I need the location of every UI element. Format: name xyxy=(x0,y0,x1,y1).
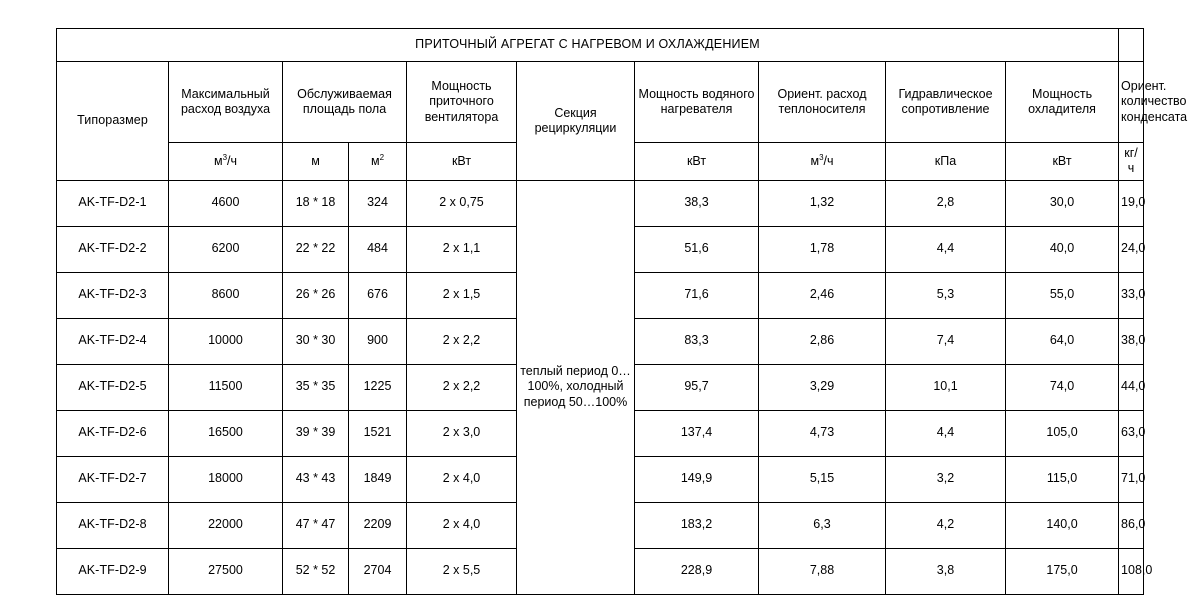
cell-model: AK-TF-D2-9 xyxy=(57,548,169,594)
cell-fan-power: 2 x 4,0 xyxy=(407,502,517,548)
spec-table xyxy=(56,28,1188,595)
unit-cooler-power: кВт xyxy=(1006,143,1119,181)
cell-airflow: 8600 xyxy=(169,272,283,318)
cell-floor-dims: 30 * 30 xyxy=(283,318,349,364)
cell-condensate: 71,0 xyxy=(1119,456,1144,502)
header-cooler-power: Мощность охладителя xyxy=(1006,62,1119,143)
cell-coolant-flow: 5,15 xyxy=(759,456,886,502)
unit-condensate: кг/ч xyxy=(1119,143,1144,181)
cell-model: AK-TF-D2-2 xyxy=(57,226,169,272)
cell-floor-dims: 39 * 39 xyxy=(283,410,349,456)
unit-area-exponent: 2 xyxy=(379,152,385,162)
cell-airflow: 22000 xyxy=(169,502,283,548)
cell-heater-power: 149,9 xyxy=(635,456,759,502)
header-model: Типоразмер xyxy=(57,62,169,181)
cell-coolant-flow: 2,46 xyxy=(759,272,886,318)
cell-cooler-power: 175,0 xyxy=(1006,548,1119,594)
cell-model: AK-TF-D2-8 xyxy=(57,502,169,548)
cell-fan-power: 2 x 1,1 xyxy=(407,226,517,272)
cell-heater-power: 51,6 xyxy=(635,226,759,272)
cell-condensate: 19,0 xyxy=(1119,180,1144,226)
cell-cooler-power: 55,0 xyxy=(1006,272,1119,318)
cell-fan-power: 2 x 2,2 xyxy=(407,364,517,410)
cell-hydraulic: 4,4 xyxy=(886,410,1006,456)
cell-floor-dims: 22 * 22 xyxy=(283,226,349,272)
unit-floor-area xyxy=(349,143,407,181)
unit-fan-power: кВт xyxy=(407,143,517,181)
cell-condensate: 38,0 xyxy=(1119,318,1144,364)
header-recirculation: Секция рециркуляции xyxy=(517,62,635,181)
cell-floor-dims: 52 * 52 xyxy=(283,548,349,594)
cell-floor-area: 2209 xyxy=(349,502,407,548)
cell-model: AK-TF-D2-3 xyxy=(57,272,169,318)
unit-airflow: $м^3/ч$ xyxy=(169,143,283,181)
cell-cooler-power: 140,0 xyxy=(1006,502,1119,548)
cell-hydraulic: 5,3 xyxy=(886,272,1006,318)
cell-coolant-flow: 3,29 xyxy=(759,364,886,410)
cell-hydraulic: 4,2 xyxy=(886,502,1006,548)
cell-cooler-power: 115,0 xyxy=(1006,456,1119,502)
cell-floor-area: 484 xyxy=(349,226,407,272)
cell-coolant-flow: 1,78 xyxy=(759,226,886,272)
cell-condensate: 108,0 xyxy=(1119,548,1144,594)
cell-coolant-flow: 4,73 xyxy=(759,410,886,456)
cell-airflow: 27500 xyxy=(169,548,283,594)
header-airflow: Максимальный расход воздуха xyxy=(169,62,283,143)
cell-fan-power: 2 x 4,0 xyxy=(407,456,517,502)
cell-cooler-power: 64,0 xyxy=(1006,318,1119,364)
cell-heater-power: 228,9 xyxy=(635,548,759,594)
cell-floor-dims: 43 * 43 xyxy=(283,456,349,502)
cell-hydraulic: 10,1 xyxy=(886,364,1006,410)
cell-fan-power: 2 x 1,5 xyxy=(407,272,517,318)
cell-fan-power: 2 x 2,2 xyxy=(407,318,517,364)
cell-model: AK-TF-D2-6 xyxy=(57,410,169,456)
unit-hydraulic: кПа xyxy=(886,143,1006,181)
cell-condensate: 33,0 xyxy=(1119,272,1144,318)
cell-model: AK-TF-D2-4 xyxy=(57,318,169,364)
unit-airflow-exponent: 3 xyxy=(222,152,228,162)
cell-coolant-flow: 6,3 xyxy=(759,502,886,548)
unit-floor-linear: м xyxy=(283,143,349,181)
cell-floor-area: 2704 xyxy=(349,548,407,594)
unit-coolant-base: м xyxy=(810,153,820,168)
cell-floor-area: 1849 xyxy=(349,456,407,502)
cell-hydraulic: 3,2 xyxy=(886,456,1006,502)
cell-model: AK-TF-D2-7 xyxy=(57,456,169,502)
cell-floor-dims: 47 * 47 xyxy=(283,502,349,548)
table-title-row xyxy=(57,29,1144,62)
cell-hydraulic: 7,4 xyxy=(886,318,1006,364)
table-title: ПРИТОЧНЫЙ АГРЕГАТ С НАГРЕВОМ И ОХЛАЖДЕНИЕМ xyxy=(57,29,1119,62)
cell-airflow: 18000 xyxy=(169,456,283,502)
cell-condensate: 24,0 xyxy=(1119,226,1144,272)
cell-floor-dims: 35 * 35 xyxy=(283,364,349,410)
header-fan-power: Мощность приточного вентилятора xyxy=(407,62,517,143)
cell-fan-power: 2 x 5,5 xyxy=(407,548,517,594)
cell-hydraulic: 4,4 xyxy=(886,226,1006,272)
cell-heater-power: 71,6 xyxy=(635,272,759,318)
cell-cooler-power: 105,0 xyxy=(1006,410,1119,456)
cell-floor-area: 1521 xyxy=(349,410,407,456)
cell-fan-power: 2 x 3,0 xyxy=(407,410,517,456)
cell-cooler-power: 74,0 xyxy=(1006,364,1119,410)
cell-airflow: 16500 xyxy=(169,410,283,456)
header-heater-power: Мощность водяного нагревателя xyxy=(635,62,759,143)
cell-model: AK-TF-D2-1 xyxy=(57,180,169,226)
cell-floor-area: 676 xyxy=(349,272,407,318)
cell-heater-power: 83,3 xyxy=(635,318,759,364)
cell-coolant-flow: 2,86 xyxy=(759,318,886,364)
cell-floor-area: 1225 xyxy=(349,364,407,410)
unit-area-base: м xyxy=(370,153,380,168)
cell-heater-power: 95,7 xyxy=(635,364,759,410)
cell-airflow: 10000 xyxy=(169,318,283,364)
cell-heater-power: 137,4 xyxy=(635,410,759,456)
cell-floor-area: 900 xyxy=(349,318,407,364)
cell-condensate: 44,0 xyxy=(1119,364,1144,410)
header-coolant-flow: Ориент. расход теплоносителя xyxy=(759,62,886,143)
cell-model: AK-TF-D2-5 xyxy=(57,364,169,410)
cell-coolant-flow: 7,88 xyxy=(759,548,886,594)
cell-hydraulic: 2,8 xyxy=(886,180,1006,226)
table-row xyxy=(57,180,1144,226)
header-floor-area: Обслуживаемая площадь пола xyxy=(283,62,407,143)
cell-heater-power: 183,2 xyxy=(635,502,759,548)
cell-cooler-power: 40,0 xyxy=(1006,226,1119,272)
cell-recirculation: теплый период 0…100%, холодный период 50…100% xyxy=(517,180,635,594)
cell-floor-area: 324 xyxy=(349,180,407,226)
cell-condensate: 86,0 xyxy=(1119,502,1144,548)
header-hydraulic-resistance: Гидравлическое сопротивление xyxy=(886,62,1006,143)
unit-airflow-base: м xyxy=(213,153,223,168)
cell-heater-power: 38,3 xyxy=(635,180,759,226)
unit-coolant-exponent: 3 xyxy=(819,152,824,162)
cell-floor-dims: 18 * 18 xyxy=(283,180,349,226)
table-header-row xyxy=(57,62,1144,143)
header-condensate: Ориент. количество конденсата xyxy=(1119,62,1144,143)
cell-fan-power: 2 x 0,75 xyxy=(407,180,517,226)
cell-airflow: 11500 xyxy=(169,364,283,410)
cell-condensate: 63,0 xyxy=(1119,410,1144,456)
unit-coolant-flow: $м^3/ч$ xyxy=(759,143,886,181)
unit-heater-power: кВт xyxy=(635,143,759,181)
cell-airflow: 4600 xyxy=(169,180,283,226)
cell-coolant-flow: 1,32 xyxy=(759,180,886,226)
cell-hydraulic: 3,8 xyxy=(886,548,1006,594)
cell-airflow: 6200 xyxy=(169,226,283,272)
cell-floor-dims: 26 * 26 xyxy=(283,272,349,318)
cell-cooler-power: 30,0 xyxy=(1006,180,1119,226)
